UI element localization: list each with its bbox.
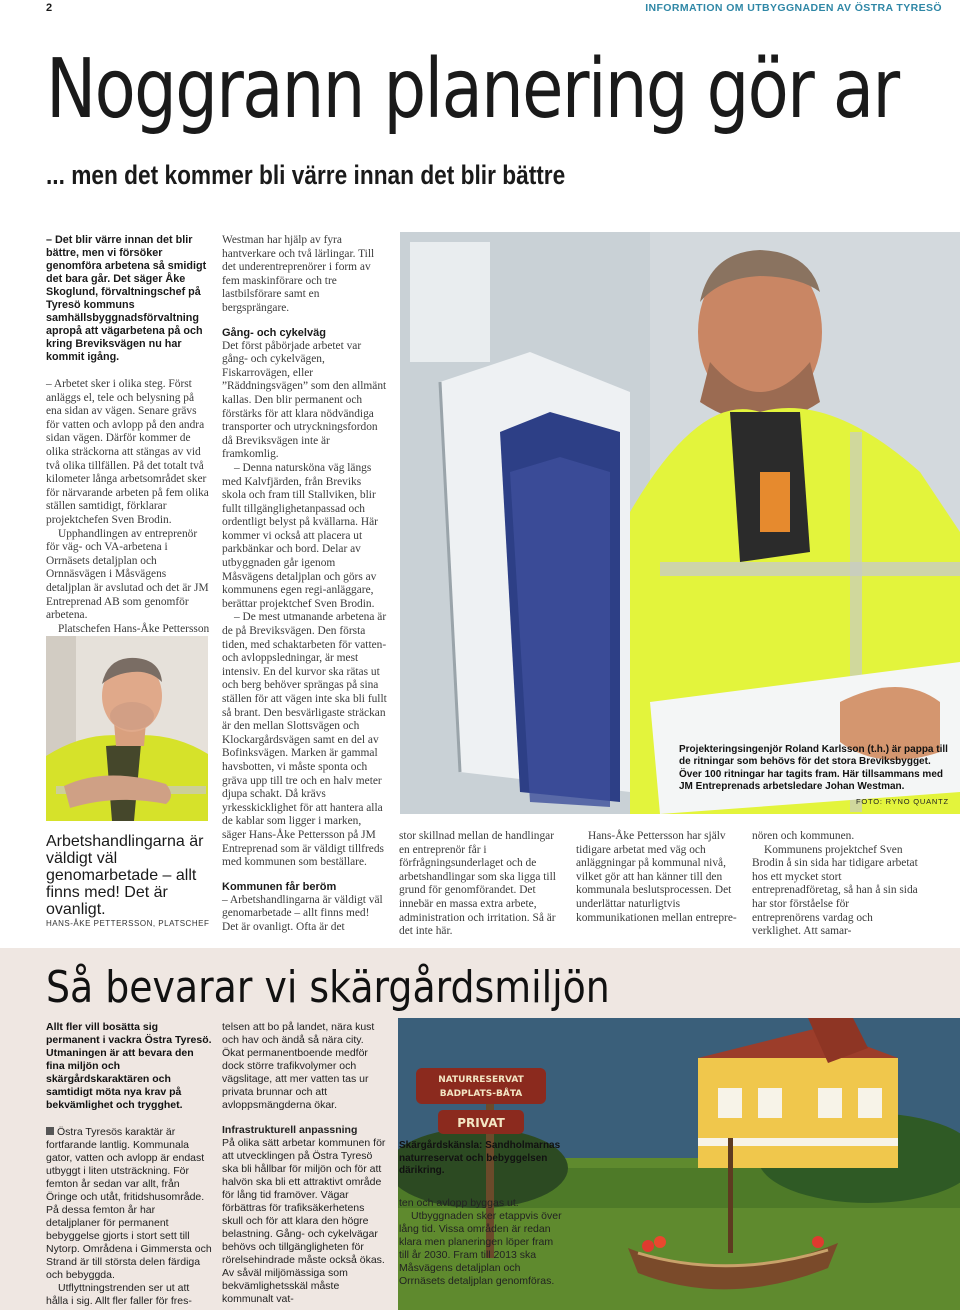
paragraph: Upphandlingen av entreprenör för väg- och VA-arbetena i Orrnäsets detaljplan och Ornnäsvägen i Måsvägens detaljplan är avslutad och det är JM Entreprenad AB som genomför arbetena.	[46, 527, 209, 622]
paragraph	[46, 1126, 212, 1282]
portrait-photo	[46, 636, 208, 821]
column-5	[752, 830, 918, 939]
quote-attribution: HANS-ÅKE PETTERSSON, PLATSCHEF	[46, 919, 210, 928]
workers-illustration	[400, 232, 960, 814]
sign-text-line-2: BADPLATS-BÅTA	[439, 1089, 523, 1099]
paragraph: – Arbetshandlingarna är väldigt väl genomarbetade – allt finns med! Det är ovanligt. Ofta är det	[222, 893, 383, 933]
bottom-photo-caption: Skärgårdskänsla: Sandholmarnas naturreservat och bebyggelsen därikring.	[399, 1140, 561, 1176]
bottom-column-2	[222, 1021, 388, 1306]
portrait-illustration	[46, 636, 208, 821]
paragraph: – Arbetet sker i olika steg. Först anläggs el, tele och belysning på ena sidan av vägen. Senare grävs för vatten och avlopp på den andra sidan vägen. Därför kommer de olika sträckorna att stängas av vid två olika tillfällen. På det totalt två kilometer långa arbetsområdet sker för närvarande arbeten på fem olika ställen samtidigt, förklarar projektchefen Sven Brodin.	[46, 378, 209, 526]
column-1	[46, 234, 212, 650]
photo-credit: FOTO: RYNO QUANTZ	[856, 797, 949, 806]
subheadline: ... men det kommer bli värre innan det blir bättre	[46, 160, 566, 190]
section-subhead: Infrastrukturell anpassning	[222, 1124, 358, 1136]
paragraph: Hans-Åke Pettersson har själv tidigare arbetat med väg och anläggningar på kommunal nivå, vilket gör att han känner till den kommunala beslutsprocessen. Det underlättar naturligtvis kommunikationen mellan entrepre-	[576, 830, 737, 924]
paragraph: Utbyggnaden sker etappvis över lång tid. Vissa områden är redan klara men planeringen löper fram till år 2030. Fram till 2013 ska Måsvägens detaljplan och Orrnäsets detaljplan genomföras.	[399, 1210, 562, 1287]
paragraph: Platschefen Hans-Åke Pettersson	[58, 622, 210, 635]
sign-text-line-1: NATURRESERVAT	[438, 1075, 524, 1085]
column-3	[399, 830, 563, 939]
pull-quote: Arbetshandlingarna är väldigt väl genomarbetade – allt finns med! Det är ovanligt.	[46, 833, 204, 918]
running-head: INFORMATION OM UTBYGGNADEN AV ÖSTRA TYRESÖ	[645, 2, 942, 14]
bottom-title: Så bevarar vi skärgårdsmiljön	[46, 962, 610, 1013]
bottom-ingress: Allt fler vill bosätta sig permanent i vackra Östra Tyresö. Utmaningen är att bevara den fina miljön och skärgårdskaraktären och samtidigt möta nya krav på bekvämlighet och trygghet.	[46, 1021, 212, 1111]
bottom-column-3	[399, 1197, 565, 1288]
section-subhead: Kommunen får beröm	[222, 880, 337, 893]
paragraph: Westman har hjälp av fyra hantverkare och två lärlingar. Till det underentreprenörer i form av fem maskinförare och tre lastbilsförare samt en bergsprängare.	[222, 234, 375, 314]
paragraph: Det först påbörjade arbetet var gång- och cykelvägen, Fiskarrovägen, eller ”Räddningsvägen” som den allmänt kallas. Den blir permanent och förstärks för att klara nödvändiga transporter och utryckningsfordon då Breviksvägen inte är framkomlig.	[222, 339, 387, 461]
paragraph: Utflyttningstrenden ser ut att hålla i sig. Allt fler faller för fres-	[46, 1282, 192, 1307]
sign-text-private: PRIVAT	[457, 1116, 505, 1130]
paragraph: telsen att bo på landet, nära kust och hav och ändå så nära city. Ökat permanentboende medför dock större trafikvolymer och vägslitage, att mer vatten tas ur privata brunnar och att avloppsmängderna ökar.	[222, 1021, 375, 1111]
paragraph: stor skillnad mellan de handlingar en entreprenör får i förfrågningsunderlaget och de arbetshandlingar som ska ligga till grund för genomförandet. Det innebär en massa extra arbete, administration och irritation. Så är det inte här.	[399, 830, 556, 938]
paragraph: ten och avlopp byggas ut.	[399, 1197, 519, 1209]
headline: Noggrann planering gör ar	[46, 42, 899, 137]
column-4	[576, 830, 742, 925]
paragraph: – De mest utmanande arbetena är de på Breviksvägen. Den första tiden, med schaktarbeten för vatten- och avloppsledningar, är mest intensiv. En del kurvor ska rätas ut och berg behöver sprängas på sina ställen för att vägen inte ska bli fullt så brant. Den besvärligaste sträckan är den mellan Slottsvägen och Klockargårdsvägen samt en del av Bofinksvägen. Marken är gammal havsbotten, vi måste sponta och gräva upp till tre och en halv meter djupa schakt. Då krävs yrkesskicklighet för att hantera alla de kablar som ligger i marken, säger Hans-Åke Pettersson på JM Entreprenad som är väldigt tillfreds med kommunen som beställare.	[222, 611, 387, 869]
bullet-square-icon	[46, 1127, 54, 1135]
paragraph-text: Östra Tyresös karaktär är fortfarande lantlig. Kommunala gator, vatten och avlopp är endast utbyggt i liten utsträckning. För femton år sedan var allt, från Öringe och utåt, fritidshusområde. På dessa femton år har detaljplaner för permanent bebyggelse gjorts i stort sett till Nytorp. Områdena i Gimmersta och Strand är till största delen färdiga och bebyggda.	[46, 1126, 212, 1281]
paragraph: nören och kommunen.	[752, 830, 855, 842]
section-subhead: Gång- och cykelväg	[222, 326, 326, 339]
photo-caption: Projekteringsingenjör Roland Karlsson (t.h.) är pappa till de ritningar som behövs för det stora Breviksbygget. Över 100 ritningar har tagits fram. Här tillsammans med JM Entreprenads arbetsledare Johan Westman.	[679, 744, 948, 793]
page-number: 2	[46, 2, 53, 14]
bottom-column-1	[46, 1021, 212, 1308]
paragraph: På olika sätt arbetar kommunen för att utvecklingen på Östra Tyresö ska bli hållbar för miljön och för att halvön ska bli ett attraktivt område för lång tid framöver. Vägar förbättras för trafiksäkerhetens skull och för att klara den högre belastning. Gång- och cykelvägar behövs och tillgängligheten för rörelsehindrade måste också ökas. Av såväl miljömässiga som bekvämlighetsskäl måste kommunalt vat-	[222, 1137, 386, 1305]
main-photo	[400, 232, 960, 814]
ingress: – Det blir värre innan det blir bättre, men vi försöker genomföra arbetena så smidigt det bara går. Det säger Åke Skoglund, förvaltningschef på Tyresö kommuns samhällsbyggnadsförvaltning apropå att vägarbetena på och kring Breviksvägen nu har kommit igång.	[46, 234, 207, 363]
paragraph: Kommunens projektchef Sven Brodin å sin sida har tidigare arbetat hos ett mycket stort entreprenadföretag, så han å sin sida har stor förståelse för entreprenörens vardag och verklighet. Att samar-	[752, 843, 918, 938]
paragraph: – Denna natursköna väg längs med Kalvfjärden, från Breviks skola och fram till Stallviken, blir fullt tillgänglighetanpassad och ordentligt belyst på kvällarna. Här kommer vi också att placera ut parkbänkar och bord. Delar av utbyggnaden går igenom Måsvägens detaljplan och görs av kommunens egen regi-anläggare, berättar projektchef Sven Brodin.	[222, 461, 378, 610]
column-2	[222, 234, 388, 935]
